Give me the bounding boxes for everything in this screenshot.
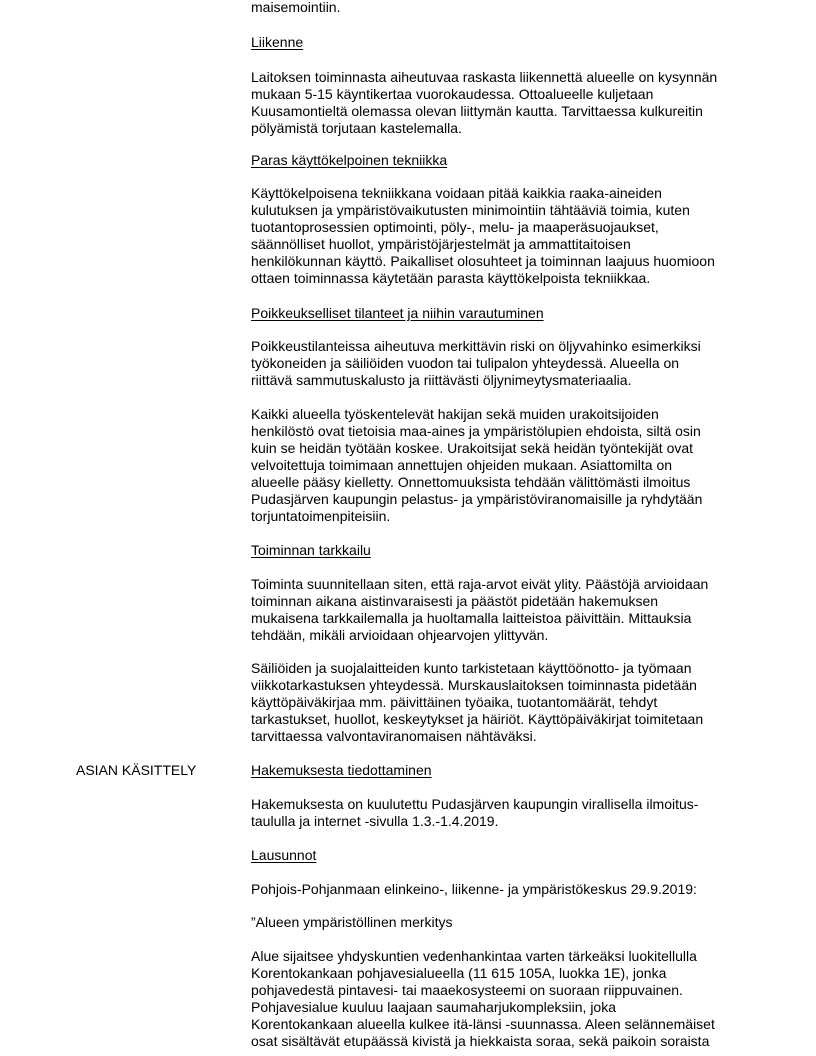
section-heading: Lausunnot <box>251 847 317 863</box>
text-line: henkilökunnan käyttö. Paikalliset olosuhteet ja toiminnan laajuus huomioon <box>251 253 715 269</box>
text-line: Hakemuksesta on kuulutettu Pudasjärven kaupungin virallisella ilmoitus- <box>251 796 699 812</box>
text-line: pohjavedestä pintavesi- tai maaekosysteemi on suoraan riippuvainen. <box>251 982 683 998</box>
section-heading: Poikkeukselliset tilanteet ja niihin varautuminen <box>251 305 544 321</box>
text-line: mukaisena tarkkailemalla ja huoltamalla laitteistoa päivittäin. Mittauksia <box>251 610 692 626</box>
text-line: Laitoksen toiminnasta aiheutuvaa raskasta liikennettä alueelle on kysynnän <box>251 69 718 85</box>
section-heading: Liikenne <box>251 34 304 50</box>
text-line: tarvittaessa valvontaviranomaisen nähtäväksi. <box>251 728 537 744</box>
text-line: tuotantoprosessien optimointi, pöly-, melu- ja maaperäsuojaukset, <box>251 219 659 235</box>
section-heading: Hakemuksesta tiedottaminen <box>251 762 432 778</box>
text-line: toiminnan aikana aistinvaraisesti ja päästöt pidetään hakemuksen <box>251 593 659 609</box>
text-line: Korentokankaan pohjavesialueella (11 615 105A, luokka 1E), jonka <box>251 965 667 981</box>
text-line: ottaen toiminnassa käytetään parasta käyttökelpoista tekniikkaa. <box>251 270 651 286</box>
text-line: kuin se heidän työtään koskee. Urakoitsijat sekä heidän työntekijät ovat <box>251 440 694 456</box>
text-line: Säiliöiden ja suojalaitteiden kunto tarkistetaan käyttöönotto- ja työmaan <box>251 660 692 676</box>
text-line: Pohjavesialue kuuluu laajaan saumaharjukompleksiin, joka <box>251 999 616 1015</box>
text-line: riittävä sammutuskalusto ja riittävästi öljynimeytysmateriaalia. <box>251 372 632 388</box>
section-heading: Toiminnan tarkkailu <box>251 542 371 558</box>
text-line: säännölliset huollot, ympäristöjärjestelmät ja ammattitaitoisen <box>251 236 631 252</box>
margin-label: ASIAN KÄSITTELY <box>76 762 197 778</box>
text-line: taululla ja internet -sivulla 1.3.-1.4.2019. <box>251 813 499 829</box>
text-line: mukaan 5-15 käyntikertaa vuorokaudessa. Ottoalueelle kuljetaan <box>251 86 654 102</box>
text-line: henkilöstö ovat tietoisia maa-aines ja ympäristölupien ehdoista, siltä osin <box>251 423 701 439</box>
text-line: osat sisältävät etupäässä kivistä ja hiekkaista soraa, sekä paikoin soraista <box>251 1033 710 1049</box>
text-line: Alue sijaitsee yhdyskuntien vedenhankintaa varten tärkeäksi luokitellulla <box>251 948 697 964</box>
text-line: pölyämistä torjutaan kastelemalla. <box>251 120 462 136</box>
text-line: Kaikki alueella työskentelevät hakijan sekä muiden urakoitsijoiden <box>251 406 659 422</box>
text-line: Pudasjärven kaupungin pelastus- ja ympäristöviranomaisille ja ryhdytään <box>251 491 703 507</box>
text-line: velvoitettuja toimimaan annettujen ohjeiden mukaan. Asiattomilta on <box>251 457 673 473</box>
text-line: käyttöpäiväkirjaa mm. päivittäinen työaika, tuotantomäärät, tehdyt <box>251 694 658 710</box>
text-line: Korentokankaan alueella kulkee itä-länsi -suunnassa. Aleen selännemäiset <box>251 1016 715 1032</box>
text-line: työkoneiden ja säiliöiden vuodon tai tulipalon yhteydessä. Alueella on <box>251 355 680 371</box>
text-line: maisemointiin. <box>251 0 341 15</box>
text-line: Poikkeustilanteissa aiheutuva merkittävin riski on öljyvahinko esimerkiksi <box>251 338 701 354</box>
text-line: Kuusamontieltä olemassa olevan liittymän kautta. Tarvittaessa kulkureitin <box>251 103 703 119</box>
text-line: ”Alueen ympäristöllinen merkitys <box>251 914 453 930</box>
text-line: Toiminta suunnitellaan siten, että raja-arvot eivät ylity. Päästöjä arvioidaan <box>251 576 709 592</box>
text-line: tarkastukset, huollot, keskeytykset ja häiriöt. Käyttöpäiväkirjat toimitetaan <box>251 711 704 727</box>
text-line: Pohjois-Pohjanmaan elinkeino-, liikenne- ja ympäristökeskus 29.9.2019: <box>251 881 697 897</box>
text-line: Käyttökelpoisena tekniikkana voidaan pitää kaikkia raaka-aineiden <box>251 185 662 201</box>
text-line: viikkotarkastuksen yhteydessä. Murskauslaitoksen toiminnasta pidetään <box>251 677 697 693</box>
text-line: kulutuksen ja ympäristövaikutusten minimointiin tähtääviä toimia, kuten <box>251 202 690 218</box>
section-heading: Paras käyttökelpoinen tekniikka <box>251 152 448 168</box>
text-line: alueelle pääsy kielletty. Onnettomuuksista tehdään välittömästi ilmoitus <box>251 474 691 490</box>
text-line: torjuntatoimenpiteisiin. <box>251 508 391 524</box>
text-line: tehdään, mikäli arvioidaan ohjearvojen ylittyvän. <box>251 627 549 643</box>
